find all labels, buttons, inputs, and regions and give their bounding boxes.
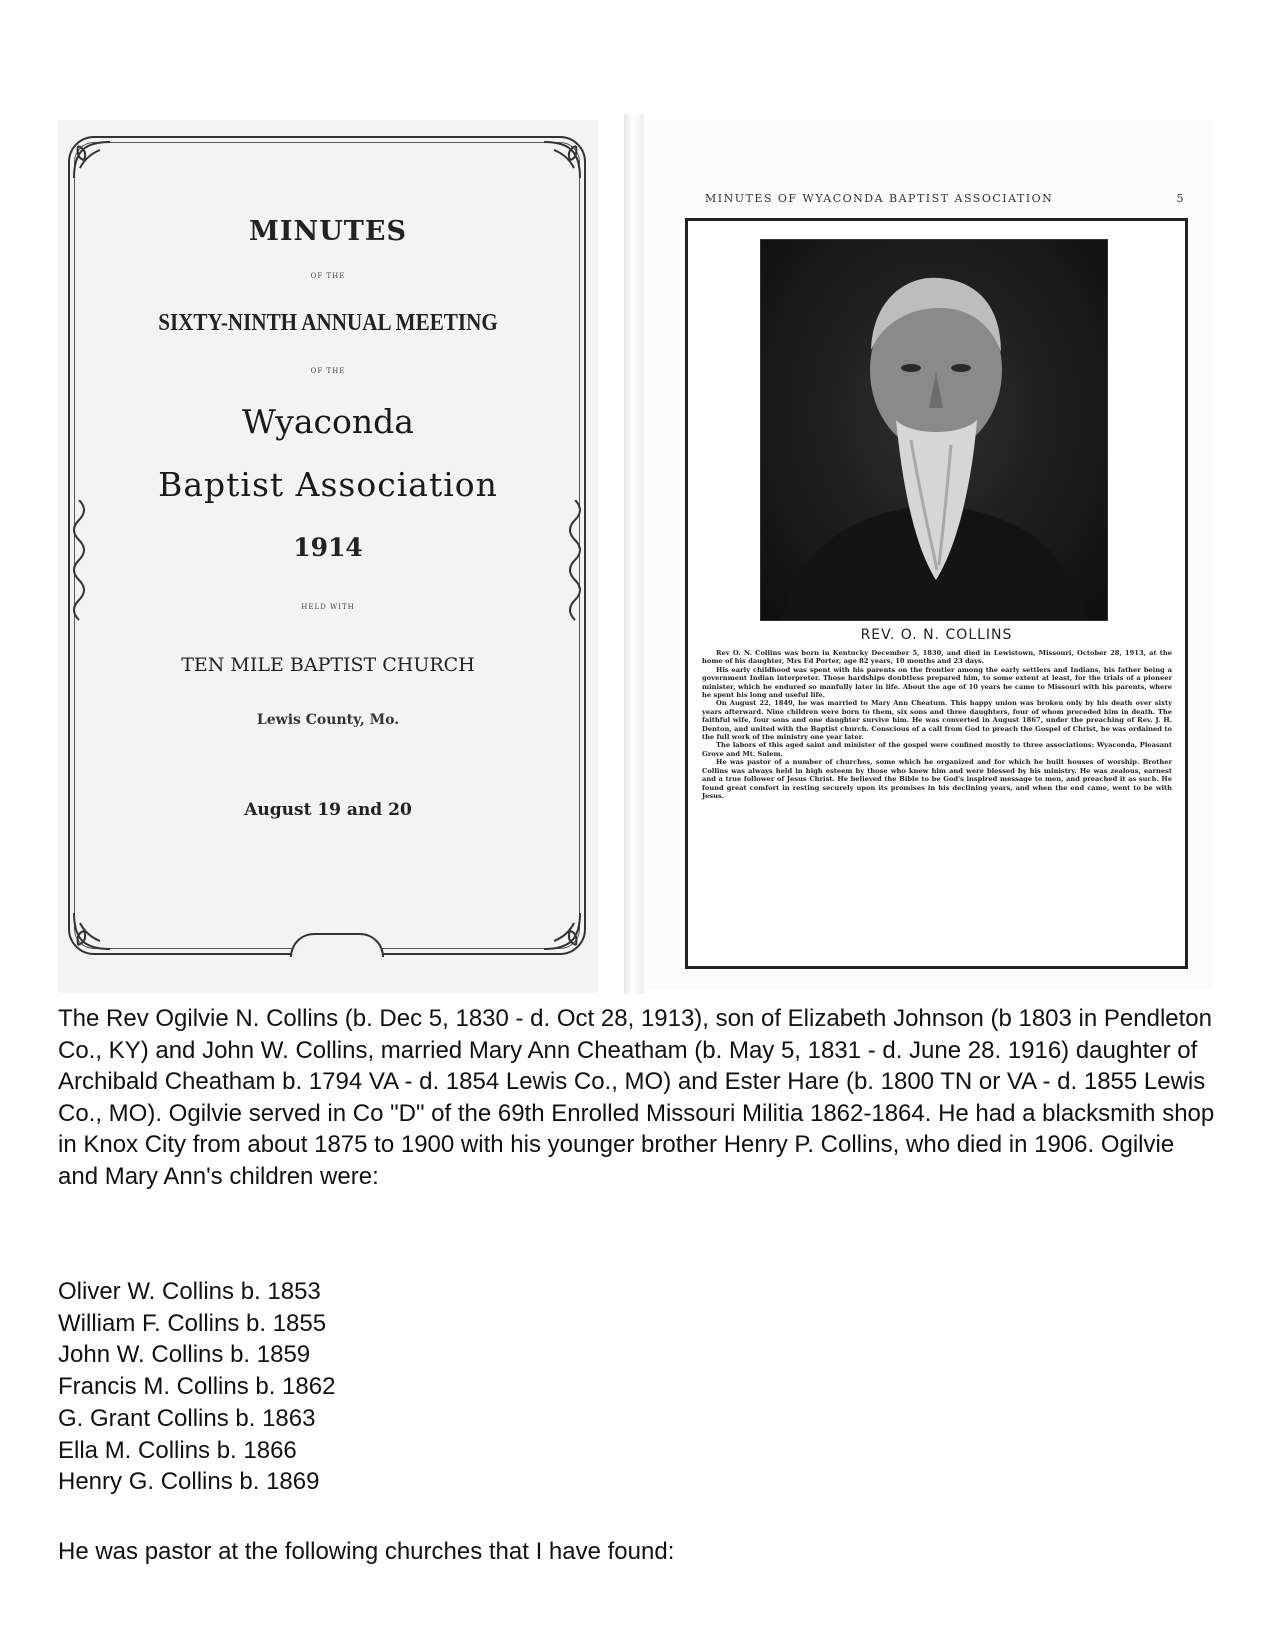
list-item: G. Grant Collins b. 1863 (58, 1404, 316, 1432)
bottom-tab-ornament (290, 933, 384, 957)
title-of-the: OF THE (310, 367, 346, 375)
obituary-paragraph: Rev O. N. Collins was born in Kentucky December 5, 1830, and died in Lewistown, Missouri, October 28, 1913, at the home of his daughter, Mrs Ed Porter, age 82 years, 10 months and 23 days. (702, 649, 1172, 666)
title-page-scan (58, 120, 598, 993)
page-number: 5 (1176, 192, 1185, 205)
corner-ornament-icon (70, 138, 116, 184)
corner-ornament-icon (538, 907, 584, 953)
list-item: Henry G. Collins b. 1869 (58, 1468, 320, 1496)
children-list (58, 1276, 335, 1498)
corner-ornament-icon (70, 907, 116, 953)
obituary-box (685, 218, 1188, 969)
title-date: August 19 and 20 (244, 800, 412, 820)
pastor-intro: He was pastor at the following churches that I have found: (58, 1538, 675, 1565)
title-annual-meeting: SIXTY-NINTH ANNUAL MEETING (158, 310, 498, 336)
biography-paragraph: The Rev Ogilvie N. Collins (b. Dec 5, 1830 - d. Oct 28, 1913), son of Elizabeth Johnson (b 1803 in Pendleton Co., KY) and John W. Collins, married Mary Ann Cheatham (b. May 5, 1831 - d. June 28. 1916) daughter of Archibald Cheatham b. 1794 VA - d. 1854 Lewis Co., MO) and Ester Hare (b. 1800 TN or VA - d. 1855 Lewis Co., MO). Ogilvie served in Co "D" of the 69th Enrolled Missouri Militia 1862-1864. He had a blacksmith shop in Knox City from about 1875 to 1900 with his younger brother Henry P. Collins, who died in 1906. Ogilvie and Mary Ann's children were: (58, 1005, 1215, 1190)
list-item: Francis M. Collins b. 1862 (58, 1373, 336, 1401)
obituary-paragraph: He was pastor of a number of churches, some which he organized and for which he built houses of worship. Brother Collins was always held in high esteem by those who knew him and were blessed by his ministry. He was zealous, earnest and a true follower of Jesus Christ. He believed the Bible to be God's inspired message to men, and preached it as such. He found great comfort in resting securely upon its promises in his declining years, and when the end came, went to be with Jesus. (702, 758, 1172, 800)
title-of-the: OF THE (310, 272, 346, 280)
portrait-caption: REV. O. N. COLLINS (860, 627, 1013, 643)
title-held-with: HELD WITH (301, 603, 355, 611)
page-gutter (624, 114, 644, 994)
portrait-figure (761, 240, 1107, 620)
title-county: Lewis County, Mo. (256, 712, 400, 728)
corner-ornament-icon (538, 138, 584, 184)
obituary-text (702, 649, 1172, 800)
list-item: Ella M. Collins b. 1866 (58, 1436, 297, 1464)
list-item: John W. Collins b. 1859 (58, 1341, 311, 1369)
running-header (705, 192, 1185, 208)
title-church: TEN MILE BAPTIST CHURCH (181, 654, 475, 676)
title-minutes: MINUTES (249, 216, 407, 247)
obituary-paragraph: The labors of this aged saint and minister of the gospel were confined mostly to three associations: Wyaconda, Pleasant Grove and Mt. Salem. (702, 741, 1172, 758)
running-header-text: MINUTES OF WYACONDA BAPTIST ASSOCIATION (705, 192, 1054, 205)
obituary-paragraph: On August 22, 1849, he was married to Mary Ann Cheatum. This happy union was broken only by his death over sixty years afterward. Nine children were born to them, six sons and three daughters, four of whom preceded him in death. The faithful wife, four sons and one daughter survive him. He was converted in August 1867, under the preaching of Rev. J. H. Denton, and united with the Baptist church. Conscious of a call from God to preach the Gospel of Christ, he was ordained to the full work of the ministry one year later. (702, 699, 1172, 742)
title-association-name: Wyaconda (242, 402, 414, 441)
obituary-paragraph: His early childhood was spent with his parents on the frontier among the early settlers and Indians, his father being a government Indian interpreter. Those hardships doubtless prepared him, to some extent at least, for the trials of a pioneer minister, which he endured so manfully later in life. About the age of 10 years he came to Missouri with his parents, where he spent his long and useful life. (702, 665, 1172, 700)
portrait-photo (760, 239, 1108, 621)
title-association-name: Baptist Association (158, 465, 498, 504)
list-item: Oliver W. Collins b. 1853 (58, 1278, 321, 1305)
list-item: William F. Collins b. 1855 (58, 1309, 327, 1337)
title-year: 1914 (293, 533, 363, 562)
obituary-page-scan (645, 120, 1212, 990)
